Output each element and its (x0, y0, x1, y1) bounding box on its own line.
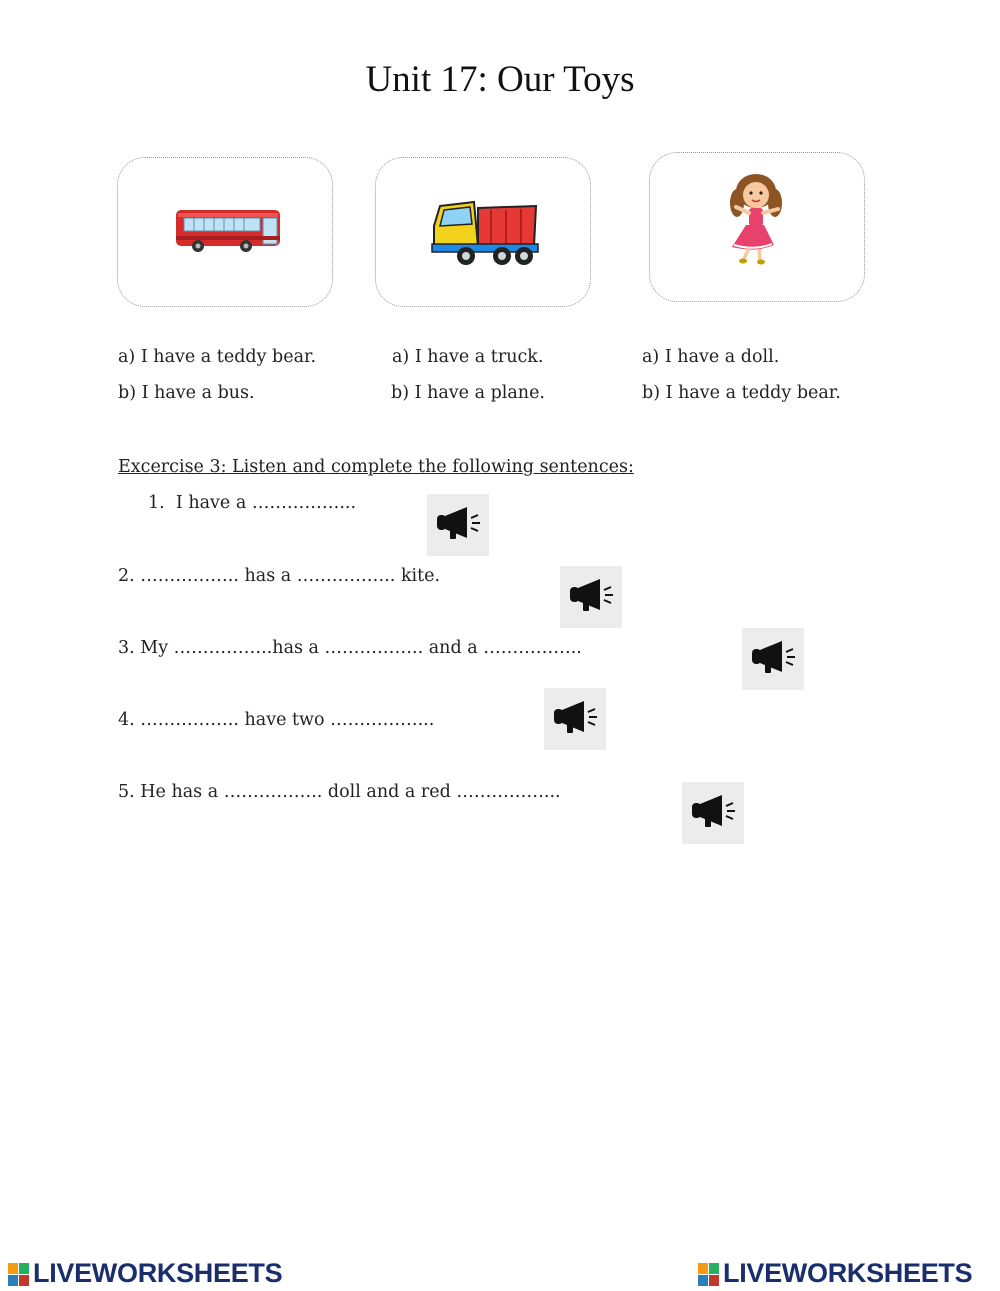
bus-picture (118, 158, 334, 308)
sentence-text: He has a (140, 782, 224, 802)
brand-text: LIVEWORKSHEETS (723, 1258, 973, 1288)
sentence-number: 4. (118, 710, 135, 730)
picture-card-bus (117, 157, 333, 307)
sentence-number: 2. (118, 566, 135, 586)
audio-button-1[interactable] (427, 494, 489, 556)
exercise-title: Excercise 3: Listen and complete the following sentences: (118, 457, 634, 477)
choice-3a[interactable]: a) I have a doll. (642, 347, 780, 367)
page-title: Unit 17: Our Toys (365, 59, 635, 100)
sentence-5 (118, 782, 561, 802)
brand-logo-left (8, 1258, 282, 1289)
blank-input[interactable]: …………….. (223, 782, 323, 802)
liveworksheets-logo-icon (8, 1263, 30, 1287)
sentence-2 (118, 566, 440, 586)
sentence-number: 1. (148, 493, 165, 513)
sentence-text: I have a (175, 493, 252, 513)
sentence-text: has a (238, 566, 297, 586)
choice-1a[interactable]: a) I have a teddy bear. (118, 347, 317, 367)
sentence-text: has a (272, 638, 325, 658)
audio-button-2[interactable] (560, 566, 622, 628)
choice-3b[interactable]: b) I have a teddy bear. (642, 383, 841, 403)
megaphone-icon (544, 688, 606, 750)
blank-input[interactable]: …………….. (140, 566, 239, 586)
sentence-number: 5. (118, 782, 135, 802)
picture-card-truck (375, 157, 591, 307)
picture-card-doll (649, 152, 865, 302)
sentence-1 (148, 493, 356, 513)
sentence-text: My (140, 638, 174, 658)
brand-text: LIVEWORKSHEETS (33, 1258, 283, 1288)
blank-input[interactable]: …………….. (296, 566, 396, 586)
audio-button-4[interactable] (544, 688, 606, 750)
sentence-text: and a (423, 638, 484, 658)
blank-input[interactable]: …………….. (140, 710, 239, 730)
blank-input[interactable]: …………….. (483, 638, 582, 658)
sentence-3 (118, 638, 582, 658)
brand-logo-right (698, 1258, 972, 1289)
megaphone-icon (682, 782, 744, 844)
dump-truck-picture (376, 158, 592, 308)
blank-input[interactable]: …………….. (324, 638, 424, 658)
doll-picture (650, 153, 866, 303)
megaphone-icon (560, 566, 622, 628)
audio-button-5[interactable] (682, 782, 744, 844)
sentence-text: have two (238, 710, 331, 730)
blank-input[interactable]: ……………... (456, 782, 561, 802)
sentence-number: 3. (118, 638, 135, 658)
megaphone-icon (427, 494, 489, 556)
sentence-text: kite. (395, 566, 441, 586)
choice-1b[interactable]: b) I have a bus. (118, 383, 255, 403)
blank-input[interactable]: ……………... (330, 710, 435, 730)
choice-2a[interactable]: a) I have a truck. (392, 347, 544, 367)
liveworksheets-logo-icon (698, 1263, 720, 1287)
choice-2b[interactable]: b) I have a plane. (391, 383, 545, 403)
sentence-4 (118, 710, 434, 730)
blank-input[interactable]: …………….. (173, 638, 273, 658)
blank-input[interactable]: ……………... (251, 493, 357, 513)
sentence-text: doll and a red (322, 782, 457, 802)
megaphone-icon (742, 628, 804, 690)
audio-button-3[interactable] (742, 628, 804, 690)
